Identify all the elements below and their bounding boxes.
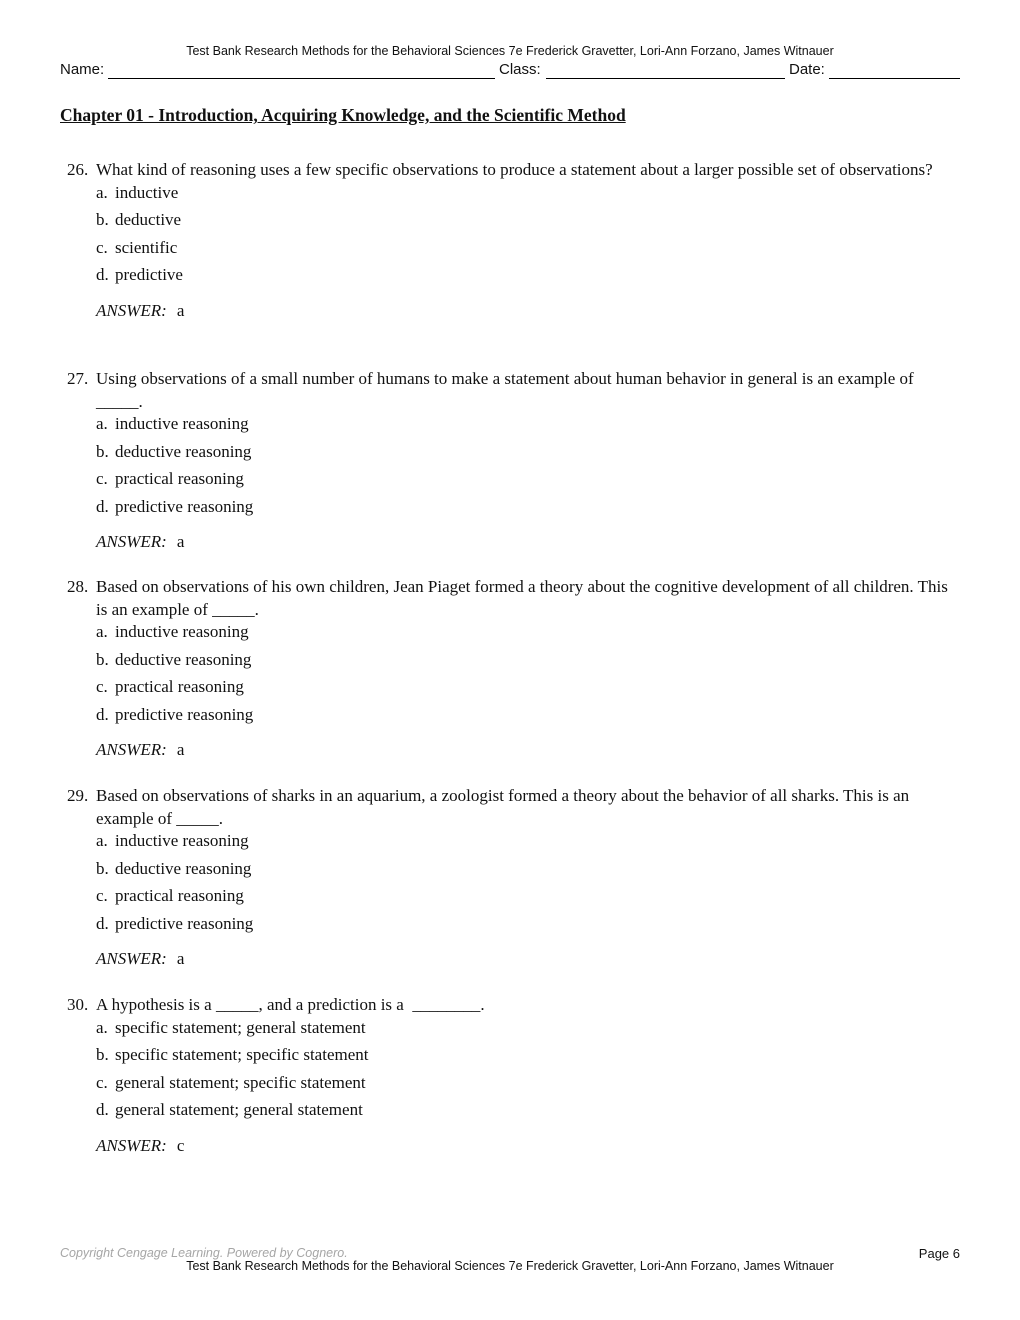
question-text: What kind of reasoning uses a few specific observations to produce a statement about a larger possible set of observations? xyxy=(96,160,933,179)
option-b xyxy=(96,649,957,677)
option-text: practical reasoning xyxy=(115,886,244,905)
question-27 xyxy=(67,368,957,554)
option-text: deductive reasoning xyxy=(115,441,252,461)
name-class-date-row xyxy=(60,61,960,83)
footer-banner: Test Bank Research Methods for the Behavioral Sciences 7e Frederick Gravetter, Lori-Ann Forzano, James Witnauer xyxy=(186,1259,834,1273)
answer-line xyxy=(96,531,957,554)
option-a xyxy=(96,1017,957,1045)
question-number: 26. xyxy=(67,160,89,179)
option-text: specific statement; specific statement xyxy=(115,1045,369,1064)
option-letter: a. xyxy=(96,1017,108,1037)
class-field-line xyxy=(546,78,785,79)
option-letter: c. xyxy=(96,886,108,905)
question-number: 28. xyxy=(67,577,89,596)
option-d xyxy=(96,496,957,524)
answer-options xyxy=(96,413,957,523)
question-stem xyxy=(67,368,957,413)
question-stem xyxy=(67,576,957,621)
question-26 xyxy=(67,159,957,322)
option-text: inductive reasoning xyxy=(115,414,249,433)
option-letter: a. xyxy=(96,182,108,202)
option-a xyxy=(96,830,957,858)
option-letter: c. xyxy=(96,237,108,257)
question-stem xyxy=(67,159,957,182)
option-b xyxy=(96,441,957,469)
option-letter: b. xyxy=(96,1045,109,1064)
answer-line xyxy=(96,1135,957,1158)
option-b xyxy=(96,1044,957,1072)
option-c xyxy=(96,468,957,496)
option-letter: c. xyxy=(96,1072,108,1092)
class-label: Class: xyxy=(499,61,541,78)
option-a xyxy=(96,413,957,441)
question-29 xyxy=(67,785,957,971)
question-28 xyxy=(67,576,957,762)
option-text: inductive reasoning xyxy=(115,831,249,850)
option-letter: c. xyxy=(96,677,108,696)
option-c xyxy=(96,885,957,913)
option-letter: a. xyxy=(96,831,108,850)
answer-label: ANSWER: xyxy=(96,532,167,551)
option-text: practical reasoning xyxy=(115,469,244,488)
option-text: deductive reasoning xyxy=(115,858,252,878)
question-text: A hypothesis is a _____, and a prediction is a ________. xyxy=(96,995,485,1014)
option-letter: b. xyxy=(96,441,109,461)
answer-value: a xyxy=(176,949,185,968)
option-text: general statement; specific statement xyxy=(115,1072,366,1092)
option-c xyxy=(96,1072,957,1100)
option-letter: d. xyxy=(96,265,109,284)
question-30 xyxy=(67,994,957,1157)
option-d xyxy=(96,913,957,941)
name-field-line xyxy=(108,78,495,79)
option-letter: d. xyxy=(96,704,109,724)
chapter-title: Chapter 01 - Introduction, Acquiring Knowledge, and the Scientific Method xyxy=(60,105,626,125)
answer-value: a xyxy=(176,740,185,759)
page-number: Page 6 xyxy=(918,1246,960,1261)
answer-options xyxy=(96,1017,957,1127)
answer-line xyxy=(96,300,957,323)
question-stem xyxy=(67,994,957,1017)
option-text: practical reasoning xyxy=(115,677,244,696)
question-stem xyxy=(67,785,957,830)
option-letter: b. xyxy=(96,858,109,878)
option-b xyxy=(96,858,957,886)
copyright-notice: Copyright Cengage Learning. Powered by Cognero. xyxy=(60,1246,348,1260)
option-d xyxy=(96,264,957,292)
option-text: predictive reasoning xyxy=(115,913,254,933)
option-letter: d. xyxy=(96,1100,109,1119)
answer-value: a xyxy=(176,300,185,320)
option-text: predictive xyxy=(115,265,183,284)
answer-options xyxy=(96,830,957,940)
answer-label: ANSWER: xyxy=(96,300,167,320)
name-label: Name: xyxy=(60,61,105,78)
question-number: 30. xyxy=(67,995,89,1014)
option-letter: a. xyxy=(96,414,108,433)
answer-options xyxy=(96,182,957,292)
answer-value: a xyxy=(176,532,185,551)
question-text: Based on observations of his own children, Jean Piaget formed a theory about the cognitive development of all children. This is an example of _____. xyxy=(96,577,948,619)
option-letter: b. xyxy=(96,649,109,669)
option-text: general statement; general statement xyxy=(115,1100,363,1119)
option-letter: d. xyxy=(96,496,109,516)
option-text: specific statement; general statement xyxy=(115,1017,366,1037)
option-letter: d. xyxy=(96,913,109,933)
question-number: 29. xyxy=(67,786,89,805)
option-letter: b. xyxy=(96,210,109,229)
option-c xyxy=(96,676,957,704)
question-text: Based on observations of sharks in an aquarium, a zoologist formed a theory about the behavior of all sharks. This is an example of _____. xyxy=(96,786,910,828)
question-text: Using observations of a small number of humans to make a statement about human behavior in general is an example of _____. xyxy=(96,369,914,411)
answer-label: ANSWER: xyxy=(96,740,167,759)
question-number: 27. xyxy=(67,369,89,388)
answer-label: ANSWER: xyxy=(96,1135,167,1155)
option-text: predictive reasoning xyxy=(115,704,254,724)
answer-label: ANSWER: xyxy=(96,949,167,968)
option-d xyxy=(96,704,957,732)
option-text: deductive xyxy=(115,210,182,229)
header-banner: Test Bank Research Methods for the Behavioral Sciences 7e Frederick Gravetter, Lori-Ann Forzano, James Witnauer xyxy=(186,44,834,58)
option-text: inductive reasoning xyxy=(115,622,249,641)
answer-options xyxy=(96,621,957,731)
option-letter: c. xyxy=(96,469,108,488)
option-text: predictive reasoning xyxy=(115,496,254,516)
option-letter: a. xyxy=(96,622,108,641)
date-field-line xyxy=(829,78,960,79)
option-text: scientific xyxy=(115,237,178,257)
answer-line xyxy=(96,948,957,971)
date-label: Date: xyxy=(789,61,825,78)
answer-line xyxy=(96,739,957,762)
option-text: deductive reasoning xyxy=(115,649,252,669)
option-a xyxy=(96,621,957,649)
option-b xyxy=(96,209,957,237)
option-c xyxy=(96,237,957,265)
option-d xyxy=(96,1099,957,1127)
answer-value: c xyxy=(176,1135,185,1155)
option-text: inductive xyxy=(115,182,179,202)
option-a xyxy=(96,182,957,210)
